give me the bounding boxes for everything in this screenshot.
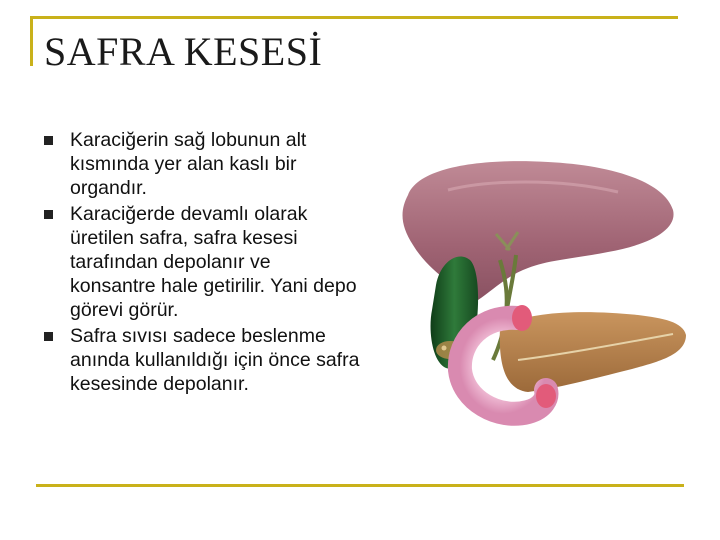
bullet-square-icon bbox=[44, 210, 53, 219]
bullet-item bbox=[40, 324, 360, 396]
bullet-text: Safra sıvısı sadece beslenme anında kullanıldığı için önce safra kesesinde depolanır. bbox=[70, 325, 360, 395]
slide-title: SAFRA KESESİ bbox=[44, 29, 323, 74]
top-left-vertical-rule bbox=[30, 16, 33, 66]
bullet-square-icon bbox=[44, 136, 53, 145]
bullet-square-icon bbox=[44, 332, 53, 341]
bullet-item bbox=[40, 128, 360, 200]
liver-gallbladder-pancreas-illustration bbox=[388, 150, 688, 430]
bullet-text: Karaciğerde devamlı olarak üretilen safra, safra kesesi tarafından depolanır ve konsantre hale getirilir. Yani depo görevi görür. bbox=[70, 203, 357, 321]
bullet-list bbox=[40, 128, 360, 398]
bullet-text: Karaciğerin sağ lobunun alt kısmında yer alan kaslı bir organdır. bbox=[70, 129, 307, 199]
top-rule bbox=[30, 16, 678, 19]
bullet-item bbox=[40, 202, 360, 322]
bottom-rule bbox=[36, 484, 684, 487]
